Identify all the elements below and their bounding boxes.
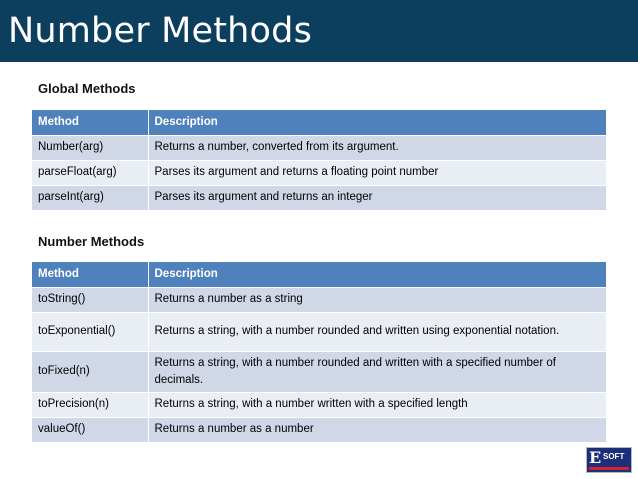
method-cell: toString() [32, 287, 148, 312]
table-row [32, 185, 606, 210]
global-methods-heading: Global Methods [38, 81, 136, 96]
method-cell: Number(arg) [32, 135, 148, 160]
logo-text: SOFT [603, 452, 625, 461]
logo-stripe [589, 467, 629, 470]
number-methods-heading: Number Methods [38, 234, 145, 249]
table-row [32, 351, 606, 392]
table-header-row [32, 262, 606, 287]
table-row [32, 287, 606, 312]
description-cell: Returns a number as a string [148, 287, 606, 312]
column-header-description: Description [148, 262, 606, 287]
description-cell: Returns a string, with a number rounded and written using exponential notation. [148, 312, 606, 351]
table-row [32, 417, 606, 442]
method-cell: valueOf() [32, 417, 148, 442]
table-row [32, 312, 606, 351]
column-header-method: Method [32, 110, 148, 135]
method-cell: parseFloat(arg) [32, 160, 148, 185]
description-cell: Returns a string, with a number rounded and written with a specified number of decimals. [148, 351, 606, 392]
table-header-row [32, 110, 606, 135]
esoft-logo [586, 447, 632, 473]
description-cell: Returns a string, with a number written with a specified length [148, 392, 606, 417]
page-title: Number Methods [8, 11, 313, 51]
description-cell: Returns a number as a number [148, 417, 606, 442]
column-header-description: Description [148, 110, 606, 135]
table-row [32, 160, 606, 185]
column-header-method: Method [32, 262, 148, 287]
table-row [32, 135, 606, 160]
method-cell: toFixed(n) [32, 351, 148, 392]
description-cell: Returns a number, converted from its argument. [148, 135, 606, 160]
title-bar [0, 0, 638, 62]
logo-letter: E [589, 448, 602, 467]
number-methods-table [32, 262, 606, 443]
method-cell: toPrecision(n) [32, 392, 148, 417]
description-cell: Parses its argument and returns a floating point number [148, 160, 606, 185]
method-cell: parseInt(arg) [32, 185, 148, 210]
global-methods-table [32, 110, 606, 211]
method-cell: toExponential() [32, 312, 148, 351]
table-row [32, 392, 606, 417]
description-cell: Parses its argument and returns an integer [148, 185, 606, 210]
